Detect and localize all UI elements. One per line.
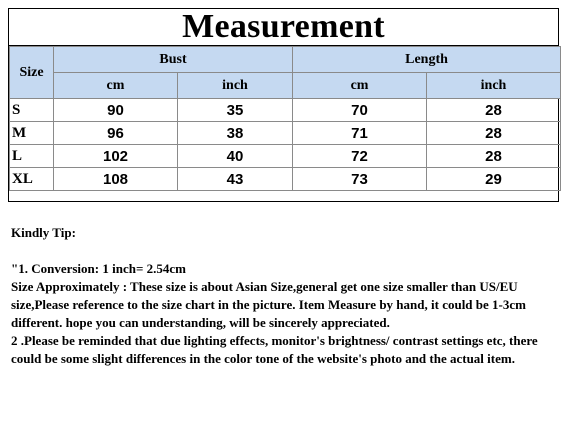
size-approx-note: Size Approximately : These size is about Asian Size,general get one size smaller than US/EU size,Please reference to the size chart in the picture. Item Measure by hand, it could be 1-3cm different. hope you can understanding, will be sincerely appreciated. [11,279,526,330]
table-cell: 28 [427,99,561,122]
table-cell: 108 [54,168,178,191]
size-header: Size [10,47,54,99]
size-chart [8,8,559,202]
size-label: XL [10,168,54,191]
size-label: S [10,99,54,122]
size-table [9,46,561,191]
conversion-note: "1. Conversion: 1 inch= 2.54cm [11,261,186,276]
table-cell: 73 [293,168,427,191]
table-cell: 72 [293,145,427,168]
table-row [10,122,561,145]
table-cell: 38 [178,122,293,145]
table-cell: 28 [427,145,561,168]
table-row [10,99,561,122]
table-cell: 35 [178,99,293,122]
table-cell: 102 [54,145,178,168]
table-cell: 29 [427,168,561,191]
size-label: M [10,122,54,145]
table-row [10,145,561,168]
unit-header-length-inch: inch [427,73,561,99]
table-cell: 96 [54,122,178,145]
unit-header-length-cm: cm [293,73,427,99]
length-header: Length [293,47,561,73]
bust-header: Bust [54,47,293,73]
table-row [10,168,561,191]
color-note: 2 .Please be reminded that due lighting effects, monitor's brightness/ contrast settings etc, there could be some slight differences in the color tone of the website's photo and the actual item. [11,333,538,366]
chart-title: Measurement [9,9,558,46]
table-cell: 28 [427,122,561,145]
table-cell: 40 [178,145,293,168]
table-cell: 70 [293,99,427,122]
size-label: L [10,145,54,168]
unit-header-bust-inch: inch [178,73,293,99]
kindly-tips [11,224,556,368]
unit-header-bust-cm: cm [54,73,178,99]
table-cell: 43 [178,168,293,191]
table-cell: 90 [54,99,178,122]
tips-heading: Kindly Tip: [11,225,76,240]
table-cell: 71 [293,122,427,145]
